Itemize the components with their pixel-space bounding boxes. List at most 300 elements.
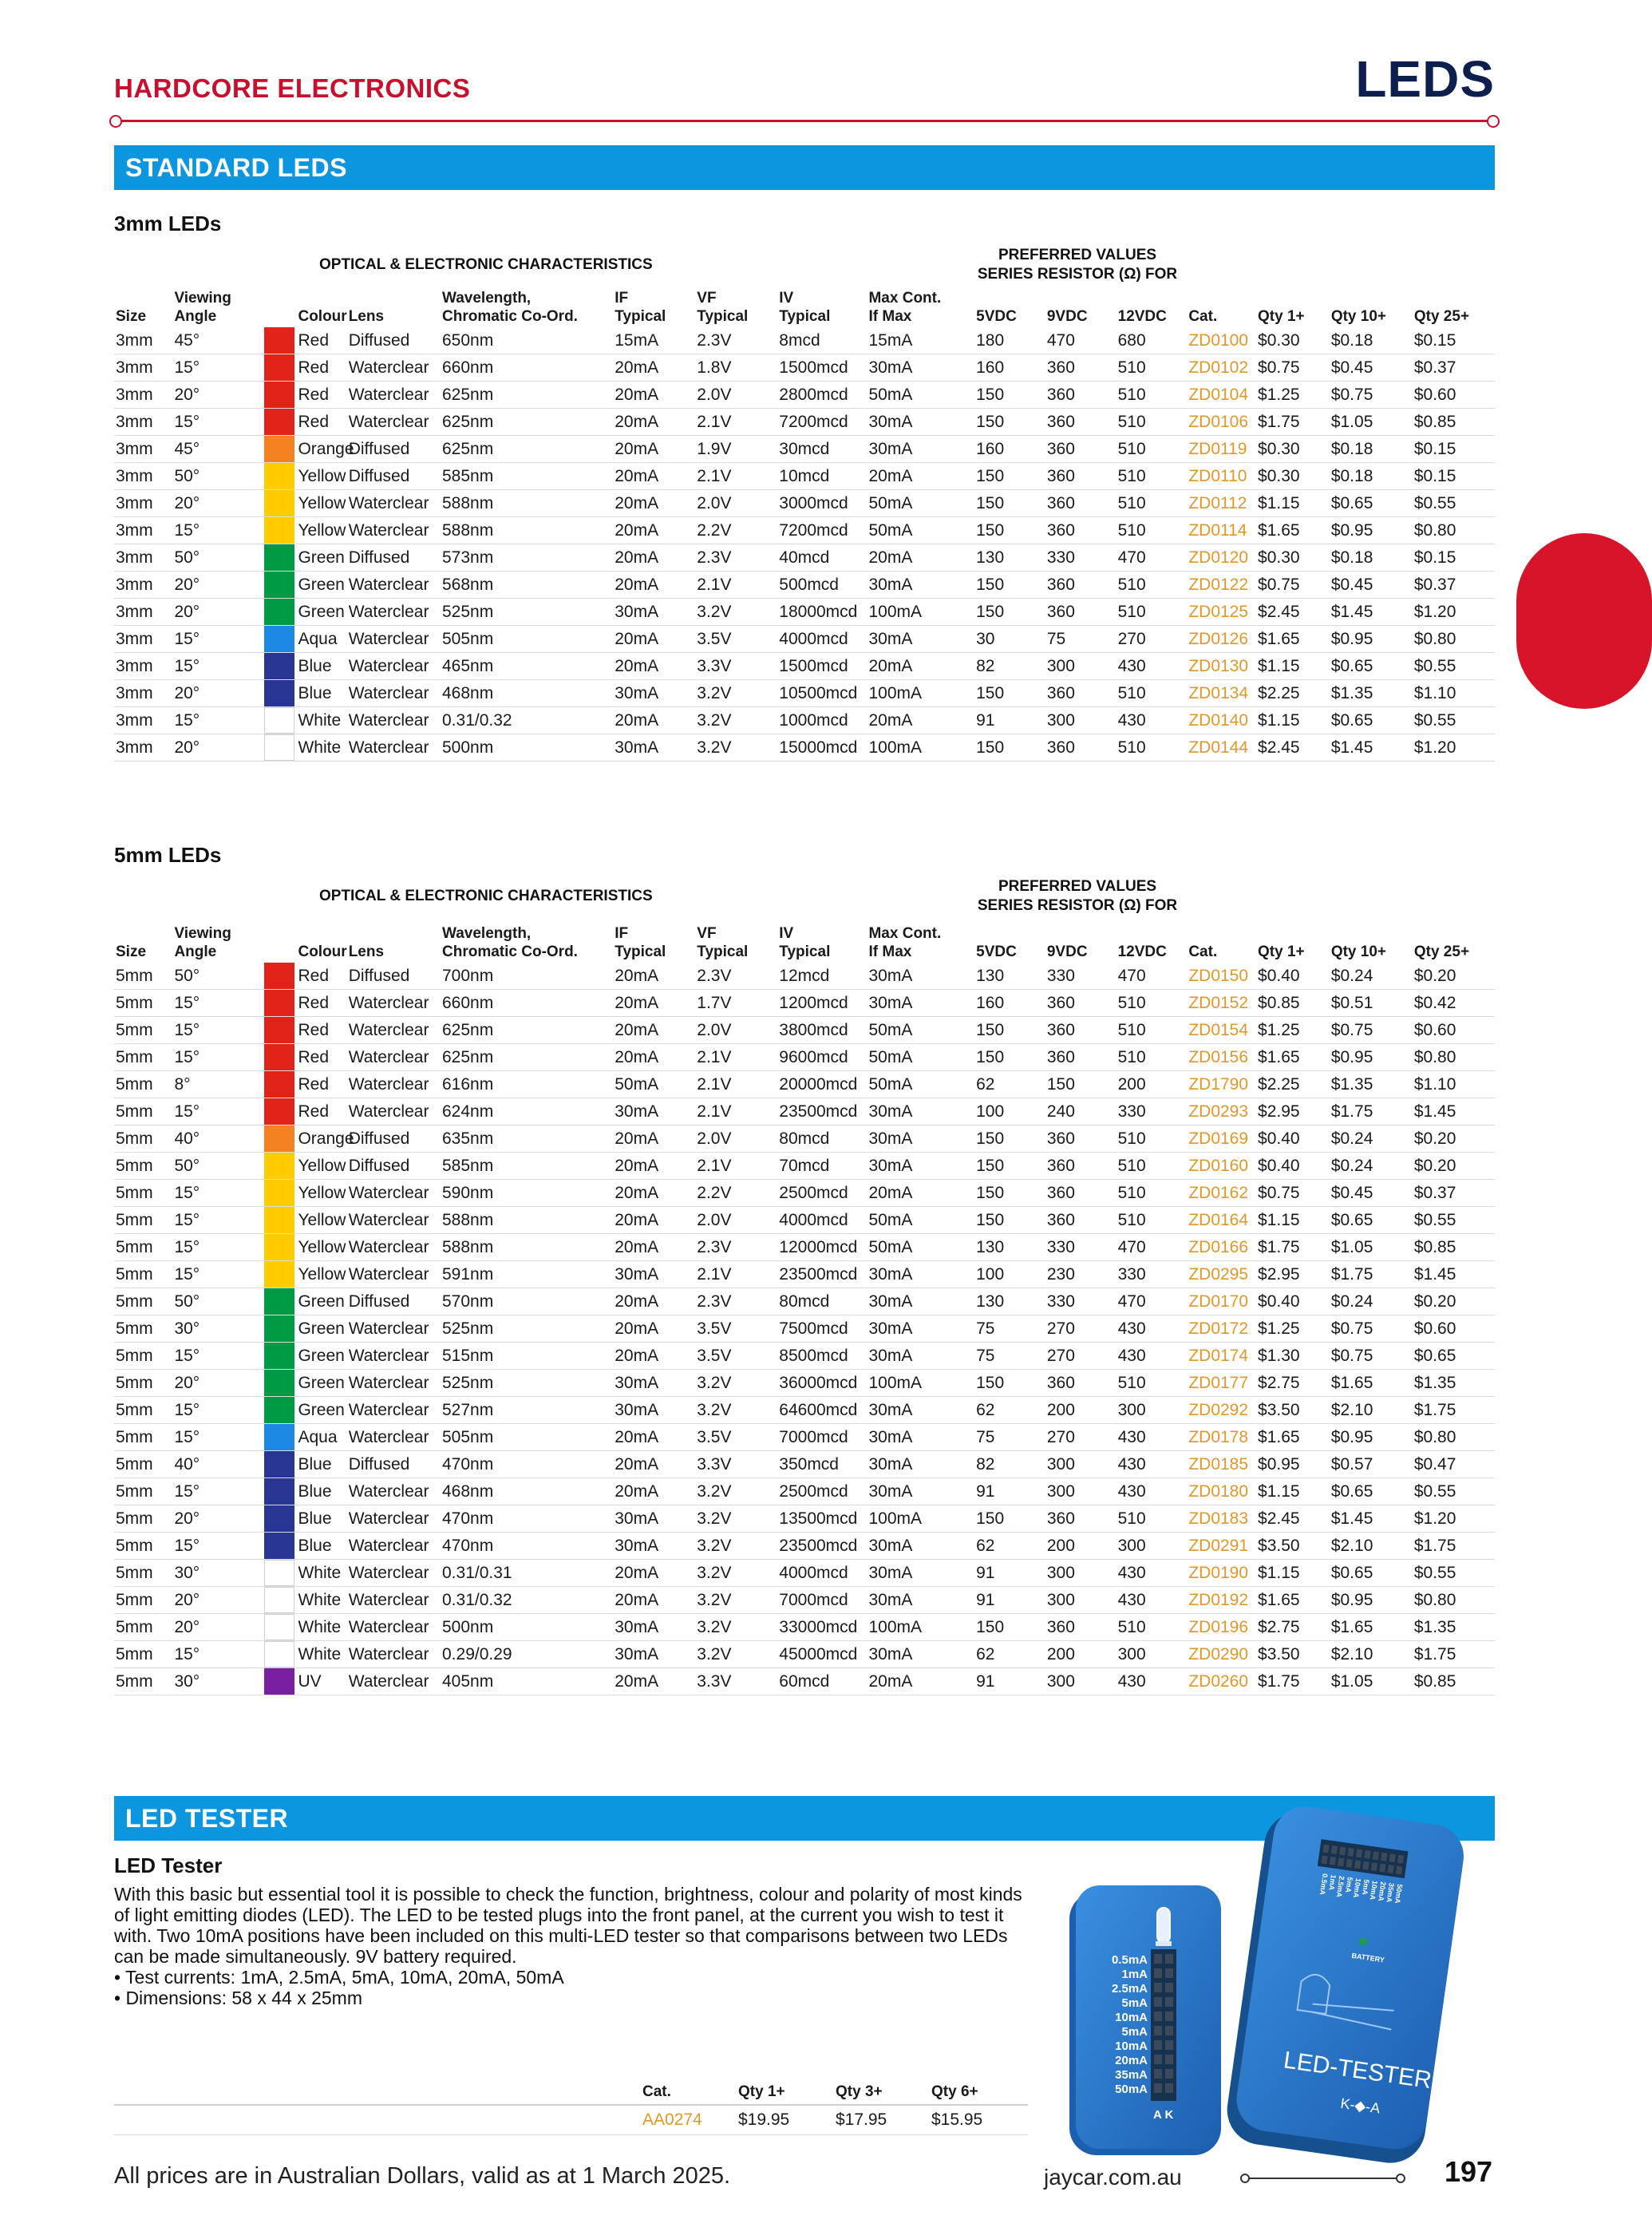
cell-if: 30mA <box>613 734 695 761</box>
catalog-link[interactable]: ZD0183 <box>1187 1505 1256 1533</box>
cell-lens: Waterclear <box>347 1397 441 1424</box>
cell-size: 5mm <box>114 1641 172 1668</box>
cell-q1: $1.65 <box>1256 626 1330 653</box>
catalog-link[interactable]: ZD0177 <box>1187 1370 1256 1397</box>
catalog-link[interactable]: ZD0293 <box>1187 1098 1256 1125</box>
battery-label: BATTERY <box>1350 1951 1385 1964</box>
table-row <box>114 1614 1495 1641</box>
catalog-link[interactable]: ZD0160 <box>1187 1153 1256 1180</box>
colour-swatch-fill <box>264 572 294 598</box>
cell-colour: Red <box>296 1098 346 1125</box>
cell-if: 20mA <box>613 963 695 990</box>
cell-viewing: 15° <box>172 1180 263 1207</box>
cell-iv: 3000mcd <box>777 490 867 517</box>
col-header-line: VF <box>697 925 717 942</box>
cell-viewing: 15° <box>172 1641 263 1668</box>
table-row <box>114 1478 1495 1505</box>
colour-swatch <box>264 1641 297 1668</box>
cell-q1: $0.75 <box>1256 354 1330 382</box>
cell-v5: 91 <box>974 1560 1045 1587</box>
cell-vf: 2.3V <box>695 544 777 572</box>
socket-pin <box>1354 1860 1361 1869</box>
catalog-link[interactable]: ZD0144 <box>1187 734 1256 761</box>
socket-pin <box>1396 1866 1402 1875</box>
cell-viewing: 40° <box>172 1451 263 1478</box>
catalog-link[interactable]: ZD0178 <box>1187 1424 1256 1451</box>
colour-swatch-fill <box>264 1044 294 1070</box>
cell-v9: 360 <box>1045 572 1116 599</box>
col-header-cat: Cat. <box>1188 308 1218 325</box>
catalog-link[interactable]: ZD0106 <box>1187 409 1256 436</box>
cell-if: 20mA <box>613 1315 695 1343</box>
socket-pin <box>1371 1862 1377 1871</box>
cell-q25: $0.55 <box>1413 707 1495 734</box>
cell-max: 20mA <box>867 463 974 490</box>
socket-pin <box>1154 1983 1162 1992</box>
catalog-link[interactable]: ZD0192 <box>1187 1587 1256 1614</box>
catalog-link[interactable]: ZD0164 <box>1187 1207 1256 1234</box>
catalog-link[interactable]: AA0274 <box>641 2105 737 2135</box>
cell-lens: Waterclear <box>347 1261 441 1288</box>
cell-colour: Green <box>296 544 346 572</box>
catalog-link[interactable]: ZD0290 <box>1187 1641 1256 1668</box>
cell-vf: 3.2V <box>695 1533 777 1560</box>
cell-viewing: 15° <box>172 1343 263 1370</box>
col-header-size: Size <box>116 308 147 325</box>
cell-q10: $0.75 <box>1330 382 1413 409</box>
cell-iv: 80mcd <box>777 1288 867 1315</box>
cell-size: 5mm <box>114 1397 172 1424</box>
divider-dot-right <box>1487 115 1500 128</box>
cell-lens: Waterclear <box>347 1587 441 1614</box>
tester-price-table <box>114 2083 1028 2135</box>
current-label: 10mA <box>1351 1877 1363 1899</box>
colour-swatch <box>264 382 297 409</box>
cell-wave: 625nm <box>441 436 613 463</box>
col-header-line: If Max <box>868 308 912 325</box>
cell-q10: $0.18 <box>1330 436 1413 463</box>
cell-q1: $1.75 <box>1256 409 1330 436</box>
cell-v12: 510 <box>1116 1153 1188 1180</box>
cell-if: 20mA <box>613 1234 695 1261</box>
cell-q1: $3.50 <box>1256 1397 1330 1424</box>
catalog-link[interactable]: ZD0172 <box>1187 1315 1256 1343</box>
catalog-link[interactable]: ZD0166 <box>1187 1234 1256 1261</box>
cell-wave: 500nm <box>441 734 613 761</box>
cell-viewing: 30° <box>172 1560 263 1587</box>
table-row <box>114 990 1495 1017</box>
cell-wave: 527nm <box>441 1397 613 1424</box>
cell-size: 5mm <box>114 1315 172 1343</box>
cell-v9: 300 <box>1045 1587 1116 1614</box>
cell-if: 20mA <box>613 1668 695 1695</box>
colour-swatch <box>264 1207 297 1234</box>
footer-dot-right <box>1396 2174 1405 2183</box>
cell-wave: 650nm <box>441 327 613 354</box>
catalog-link[interactable]: ZD0169 <box>1187 1125 1256 1153</box>
socket-pin <box>1379 1864 1385 1873</box>
cell-v12: 430 <box>1116 707 1188 734</box>
cell-q25: $0.20 <box>1413 963 1495 990</box>
cell-size: 3mm <box>114 382 172 409</box>
cell-vf: 2.0V <box>695 490 777 517</box>
cell-q25: $1.35 <box>1413 1370 1495 1397</box>
cell-v12: 510 <box>1116 1505 1188 1533</box>
colour-swatch <box>264 1533 297 1560</box>
table-row <box>114 1505 1495 1533</box>
optical-heading: OPTICAL & ELECTRONIC CHARACTERISTICS <box>319 888 653 904</box>
cell-q25: $0.15 <box>1413 544 1495 572</box>
cell-size: 5mm <box>114 1207 172 1234</box>
cell-v5: 150 <box>974 1017 1045 1044</box>
cell-max: 20mA <box>867 653 974 680</box>
cell-iv: 1500mcd <box>777 354 867 382</box>
cell-q10: $1.35 <box>1330 680 1413 707</box>
catalog-link[interactable]: ZD0154 <box>1187 1017 1256 1044</box>
cell-colour: Yellow <box>296 1261 346 1288</box>
catalog-link[interactable]: ZD0120 <box>1187 544 1256 572</box>
cell-v9: 270 <box>1045 1343 1116 1370</box>
cell-size: 5mm <box>114 1288 172 1315</box>
cell-v9: 230 <box>1045 1261 1116 1288</box>
cell-lens: Waterclear <box>347 1370 441 1397</box>
socket-pin <box>1165 2069 1173 2079</box>
colour-swatch-fill <box>264 599 294 625</box>
cell-v5: 150 <box>974 1614 1045 1641</box>
cell-size: 5mm <box>114 1587 172 1614</box>
current-label: 2.5mA <box>1111 1982 1148 1996</box>
optical-heading: OPTICAL & ELECTRONIC CHARACTERISTICS <box>319 256 653 273</box>
cell-colour: Green <box>296 1397 346 1424</box>
cell-v9: 330 <box>1045 544 1116 572</box>
cell-q25: $0.60 <box>1413 1017 1495 1044</box>
cell-viewing: 45° <box>172 327 263 354</box>
cell-viewing: 15° <box>172 1044 263 1071</box>
cell-q10: $0.24 <box>1330 1153 1413 1180</box>
socket-pin <box>1373 1851 1379 1860</box>
table-row <box>114 517 1495 544</box>
cell-v12: 510 <box>1116 734 1188 761</box>
cell-lens: Waterclear <box>347 707 441 734</box>
colour-swatch <box>264 463 297 490</box>
price-col-qty3: Qty 3+ <box>834 2083 930 2105</box>
cell-v5: 62 <box>974 1071 1045 1098</box>
current-label: 5mA <box>1360 1878 1371 1896</box>
colour-swatch-fill <box>264 653 294 679</box>
cell-vf: 3.2V <box>695 1614 777 1641</box>
cell-q25: $0.80 <box>1413 1044 1495 1071</box>
col-header-v5: 5VDC <box>976 943 1017 960</box>
cell-v12: 680 <box>1116 327 1188 354</box>
cell-wave: 635nm <box>441 1125 613 1153</box>
cell-q10: $2.10 <box>1330 1397 1413 1424</box>
table-row <box>114 572 1495 599</box>
catalog-link[interactable]: ZD0260 <box>1187 1668 1256 1695</box>
catalog-link[interactable]: ZD0114 <box>1187 517 1256 544</box>
catalog-link[interactable]: ZD0196 <box>1187 1614 1256 1641</box>
cell-wave: 470nm <box>441 1505 613 1533</box>
catalog-link[interactable]: ZD0295 <box>1187 1261 1256 1288</box>
cell-wave: 525nm <box>441 1315 613 1343</box>
cell-v5: 150 <box>974 382 1045 409</box>
cell-q10: $1.75 <box>1330 1261 1413 1288</box>
cell-viewing: 15° <box>172 1478 263 1505</box>
cell-viewing: 20° <box>172 382 263 409</box>
cell-lens: Waterclear <box>347 653 441 680</box>
col-header-line: Wavelength, <box>442 925 532 942</box>
cell-v9: 360 <box>1045 990 1116 1017</box>
catalog-link[interactable]: ZD0190 <box>1187 1560 1256 1587</box>
col-header-q25: Qty 25+ <box>1413 308 1470 325</box>
cell-colour: Orange <box>296 1125 346 1153</box>
colour-swatch-fill <box>264 626 294 652</box>
cell-colour: Red <box>296 354 346 382</box>
cell-v5: 150 <box>974 517 1045 544</box>
colour-swatch <box>264 1315 297 1343</box>
cell-v12: 470 <box>1116 1234 1188 1261</box>
cell-q1: $1.25 <box>1256 382 1330 409</box>
colour-swatch <box>264 1288 297 1315</box>
cell-vf: 2.3V <box>695 1288 777 1315</box>
cell-q25: $0.80 <box>1413 626 1495 653</box>
cell-colour: Blue <box>296 1533 346 1560</box>
cell-q10: $0.65 <box>1330 653 1413 680</box>
colour-swatch-fill <box>264 707 294 734</box>
catalog-link[interactable]: ZD0134 <box>1187 680 1256 707</box>
catalog-link[interactable]: ZD0291 <box>1187 1533 1256 1560</box>
socket-pin <box>1165 2026 1173 2035</box>
colour-swatch-fill <box>264 490 294 516</box>
socket-pin <box>1154 2055 1162 2064</box>
col-header-v12: 12VDC <box>1117 308 1167 325</box>
cell-if: 20mA <box>613 653 695 680</box>
table-row <box>114 1207 1495 1234</box>
price-qty1: $19.95 <box>737 2105 834 2135</box>
cell-viewing: 20° <box>172 1587 263 1614</box>
colour-swatch <box>264 517 297 544</box>
table-row <box>114 1098 1495 1125</box>
socket-pin <box>1339 1847 1346 1856</box>
cell-size: 5mm <box>114 1261 172 1288</box>
cell-v9: 270 <box>1045 1424 1116 1451</box>
cell-wave: 505nm <box>441 626 613 653</box>
cell-q25: $0.20 <box>1413 1153 1495 1180</box>
cell-size: 5mm <box>114 1370 172 1397</box>
preferred-line-1: PREFERRED VALUES <box>998 247 1157 263</box>
cell-max: 50mA <box>867 490 974 517</box>
cell-q25: $0.55 <box>1413 1207 1495 1234</box>
tester-description-text: With this basic but essential tool it is possible to check the function, brightness, colour and polarity of most kinds of light emitting diodes (LED). The LED to be tested plugs into the front panel, at the current you wish to test it with. Two 10mA positions have been included on this multi-LED tester so that comparisons between two LEDs can be made simultaneously. 9V battery required. <box>114 1884 1022 1967</box>
cell-v9: 360 <box>1045 490 1116 517</box>
socket-pin <box>1154 2083 1162 2093</box>
table-row <box>114 1153 1495 1180</box>
cell-vf: 2.1V <box>695 1098 777 1125</box>
colour-swatch <box>264 327 297 354</box>
cell-lens: Waterclear <box>347 1071 441 1098</box>
catalog-link[interactable]: ZD0100 <box>1187 327 1256 354</box>
socket-pin <box>1381 1853 1387 1861</box>
cell-v9: 330 <box>1045 963 1116 990</box>
catalog-link[interactable]: ZD0112 <box>1187 490 1256 517</box>
colour-swatch <box>264 1505 297 1533</box>
cell-iv: 80mcd <box>777 1125 867 1153</box>
colour-swatch-fill <box>264 990 294 1016</box>
device-brand-label: LED-TESTER <box>1282 2047 1433 2095</box>
cell-vf: 3.5V <box>695 1424 777 1451</box>
catalog-link[interactable]: ZD0162 <box>1187 1180 1256 1207</box>
cell-max: 50mA <box>867 1044 974 1071</box>
cell-q1: $0.30 <box>1256 327 1330 354</box>
catalog-link[interactable]: ZD0130 <box>1187 653 1256 680</box>
catalog-link[interactable]: ZD0150 <box>1187 963 1256 990</box>
cell-lens: Waterclear <box>347 1478 441 1505</box>
socket-pin <box>1165 1983 1173 1992</box>
cell-if: 20mA <box>613 1153 695 1180</box>
col-header-vf <box>695 289 777 327</box>
catalog-link[interactable]: ZD0180 <box>1187 1478 1256 1505</box>
table-row <box>114 1451 1495 1478</box>
cell-wave: 625nm <box>441 382 613 409</box>
socket-pin <box>1397 1855 1404 1864</box>
cell-q25: $0.20 <box>1413 1288 1495 1315</box>
cell-v9: 360 <box>1045 1180 1116 1207</box>
cell-q25: $0.60 <box>1413 382 1495 409</box>
cell-vf: 2.0V <box>695 1017 777 1044</box>
colour-swatch-fill <box>264 1261 294 1288</box>
cell-v12: 430 <box>1116 1668 1188 1695</box>
cell-v12: 510 <box>1116 409 1188 436</box>
socket-pin <box>1364 1850 1370 1859</box>
cell-q25: $0.60 <box>1413 1315 1495 1343</box>
cell-if: 20mA <box>613 572 695 599</box>
catalog-link[interactable]: ZD0122 <box>1187 572 1256 599</box>
cell-v5: 150 <box>974 1505 1045 1533</box>
cell-q25: $1.20 <box>1413 1505 1495 1533</box>
cell-vf: 2.1V <box>695 409 777 436</box>
cell-q1: $2.25 <box>1256 1071 1330 1098</box>
tester-bullets <box>114 1967 1024 2008</box>
col-header-cat: Cat. <box>1188 943 1218 960</box>
cell-if: 20mA <box>613 409 695 436</box>
col-header-line: Wavelength, <box>442 290 532 307</box>
cell-v5: 75 <box>974 1424 1045 1451</box>
catalog-link[interactable]: ZD0185 <box>1187 1451 1256 1478</box>
colour-swatch <box>264 1668 297 1695</box>
cell-q25: $0.37 <box>1413 354 1495 382</box>
socket-pin <box>1165 2012 1173 2021</box>
col-header-lens: Lens <box>348 308 385 325</box>
col-header-colour: Colour <box>298 943 347 960</box>
cell-vf: 3.2V <box>695 1560 777 1587</box>
catalog-link[interactable]: ZD0152 <box>1187 990 1256 1017</box>
footer-note: All prices are in Australian Dollars, valid as at 1 March 2025. <box>114 2163 731 2189</box>
cell-wave: 0.31/0.32 <box>441 707 613 734</box>
cell-lens: Waterclear <box>347 680 441 707</box>
col-header-v12: 12VDC <box>1117 943 1167 960</box>
cell-v5: 150 <box>974 490 1045 517</box>
cell-size: 5mm <box>114 990 172 1017</box>
cell-viewing: 15° <box>172 1397 263 1424</box>
catalog-link[interactable]: ZD0102 <box>1187 354 1256 382</box>
cell-v12: 510 <box>1116 1207 1188 1234</box>
brand-title: HARDCORE ELECTRONICS <box>114 73 471 103</box>
cell-lens: Waterclear <box>347 382 441 409</box>
cell-lens: Waterclear <box>347 1641 441 1668</box>
cell-if: 30mA <box>613 1397 695 1424</box>
cell-iv: 13500mcd <box>777 1505 867 1533</box>
catalog-link[interactable]: ZD0126 <box>1187 626 1256 653</box>
cell-v12: 510 <box>1116 1125 1188 1153</box>
cell-q25: $0.85 <box>1413 409 1495 436</box>
price-col-qty1: Qty 1+ <box>737 2083 834 2105</box>
catalog-link[interactable]: ZD0292 <box>1187 1397 1256 1424</box>
colour-swatch <box>264 990 297 1017</box>
cell-q10: $0.57 <box>1330 1451 1413 1478</box>
cell-q10: $2.10 <box>1330 1533 1413 1560</box>
cell-lens: Diffused <box>347 1451 441 1478</box>
cell-v9: 360 <box>1045 1017 1116 1044</box>
cell-v9: 360 <box>1045 409 1116 436</box>
catalog-link[interactable]: ZD0156 <box>1187 1044 1256 1071</box>
cell-wave: 588nm <box>441 1234 613 1261</box>
table-row <box>114 1261 1495 1288</box>
cell-v12: 470 <box>1116 1288 1188 1315</box>
cell-v5: 130 <box>974 1234 1045 1261</box>
catalog-link[interactable]: ZD0174 <box>1187 1343 1256 1370</box>
cell-q10: $1.45 <box>1330 1505 1413 1533</box>
catalog-link[interactable]: ZD0110 <box>1187 463 1256 490</box>
cell-lens: Waterclear <box>347 1668 441 1695</box>
cell-v5: 150 <box>974 463 1045 490</box>
col-header-q10: Qty 10+ <box>1330 308 1387 325</box>
colour-swatch-fill <box>264 327 294 354</box>
catalog-link[interactable]: ZD0125 <box>1187 599 1256 626</box>
cell-size: 5mm <box>114 1125 172 1153</box>
catalog-link[interactable]: ZD1790 <box>1187 1071 1256 1098</box>
col-header-q10: Qty 10+ <box>1330 943 1387 960</box>
cell-v5: 75 <box>974 1315 1045 1343</box>
cell-size: 3mm <box>114 572 172 599</box>
cell-v5: 75 <box>974 1343 1045 1370</box>
cell-vf: 3.5V <box>695 626 777 653</box>
cell-wave: 625nm <box>441 409 613 436</box>
socket-pin <box>1331 1845 1338 1854</box>
cell-q10: $0.24 <box>1330 963 1413 990</box>
cell-if: 20mA <box>613 517 695 544</box>
cell-wave: 405nm <box>441 1668 613 1695</box>
cell-wave: 625nm <box>441 1044 613 1071</box>
cell-size: 5mm <box>114 1234 172 1261</box>
colour-swatch <box>264 409 297 436</box>
catalog-link[interactable]: ZD0104 <box>1187 382 1256 409</box>
cell-v5: 160 <box>974 436 1045 463</box>
cell-wave: 660nm <box>441 354 613 382</box>
catalog-link[interactable]: ZD0170 <box>1187 1288 1256 1315</box>
table-header-row <box>114 924 1495 963</box>
cell-colour: Blue <box>296 653 346 680</box>
catalog-link[interactable]: ZD0119 <box>1187 436 1256 463</box>
cell-viewing: 50° <box>172 1153 263 1180</box>
cell-colour: White <box>296 1614 346 1641</box>
footer-url[interactable]: jaycar.com.au <box>1044 2165 1182 2190</box>
current-label: 5mA <box>1121 1996 1148 2010</box>
cell-max: 50mA <box>867 1207 974 1234</box>
current-label: 50mA <box>1115 2083 1148 2096</box>
cell-colour: Yellow <box>296 1180 346 1207</box>
cell-q1: $1.15 <box>1256 1560 1330 1587</box>
catalog-link[interactable]: ZD0140 <box>1187 707 1256 734</box>
colour-swatch <box>264 1180 297 1207</box>
